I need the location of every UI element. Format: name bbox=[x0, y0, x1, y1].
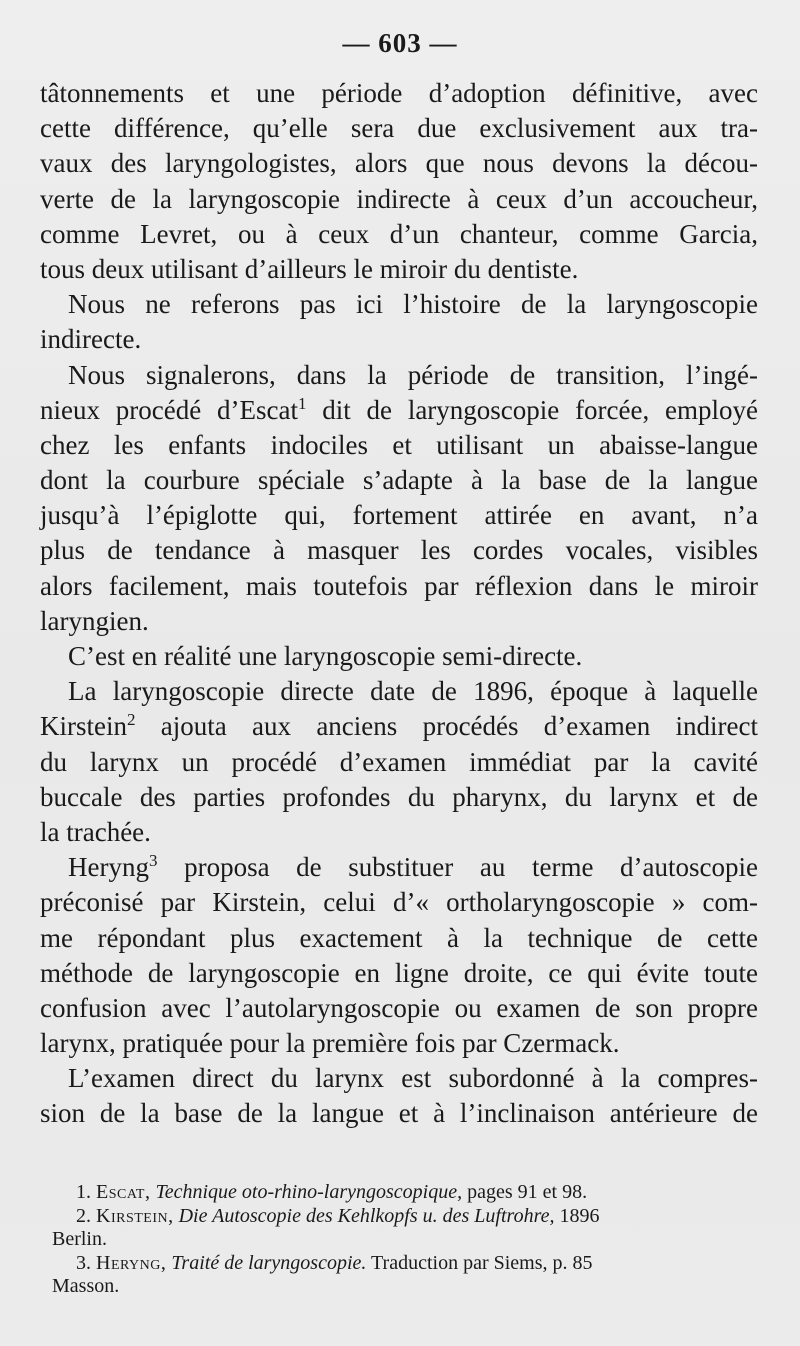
text-segment: ajouta aux anciens procédés d’examen indirect bbox=[160, 711, 759, 742]
footnote-detail: Traduction par Siems, p. 85 bbox=[371, 1251, 593, 1274]
text-line: comme Levret, ou à ceux d’un chanteur, comme Garcia, bbox=[40, 218, 758, 249]
text-line: jusqu’à l’épiglotte qui, fortement attirée en avant, n’a bbox=[40, 500, 758, 531]
footnote-detail: 1896 bbox=[559, 1204, 600, 1227]
footnote-2 bbox=[52, 1205, 756, 1229]
body-text bbox=[40, 76, 758, 1132]
footnote-author: Heryng, bbox=[96, 1251, 167, 1274]
text-segment: Kirstein bbox=[40, 711, 127, 742]
text-line: laryngien. bbox=[40, 605, 149, 636]
text-segment: Heryng bbox=[68, 852, 149, 883]
page-number: — 603 — bbox=[342, 28, 458, 58]
text-line: vaux des laryngologistes, alors que nous devons la décou- bbox=[40, 148, 758, 179]
text-line: indirecte. bbox=[40, 324, 142, 355]
text-line: cette différence, qu’elle sera due exclusivement aux tra- bbox=[40, 113, 758, 144]
text-segment: dit de laryngoscopie forcée, employé bbox=[322, 394, 759, 425]
text-line: L’examen direct du larynx est subordonné à la compres- bbox=[68, 1063, 758, 1094]
footnotes bbox=[52, 1181, 756, 1299]
footnote-3 bbox=[52, 1252, 756, 1276]
text-line: La laryngoscopie directe date de 1896, époque à laquelle bbox=[68, 676, 758, 707]
footnote-3-continuation: Masson. bbox=[52, 1275, 120, 1297]
footnote-author: Escat, bbox=[96, 1181, 151, 1203]
text-line: me répondant plus exactement à la technique de cette bbox=[40, 922, 758, 953]
footnote-2-continuation: Berlin. bbox=[52, 1228, 107, 1250]
text-line: préconisé par Kirstein, celui d’« ortholaryngoscopie » com- bbox=[40, 887, 758, 918]
footnote-number: 1. bbox=[76, 1181, 91, 1203]
text-line: la trachée. bbox=[40, 816, 151, 847]
text-line: dont la courbure spéciale s’adapte à la base de la langue bbox=[40, 465, 758, 496]
footnote-title: Technique oto-rhino-laryngoscopique, bbox=[155, 1181, 463, 1203]
footnote-1 bbox=[52, 1181, 756, 1205]
text-line: Nous ne referons pas ici l’histoire de la laryngoscopie bbox=[68, 289, 758, 320]
text-segment: proposa de substituer au terme d’autoscopie bbox=[184, 852, 758, 883]
text-line: confusion avec l’autolaryngoscopie ou examen de son propre bbox=[40, 992, 758, 1023]
text-line: Nous signalerons, dans la période de transition, l’ingé- bbox=[68, 359, 758, 390]
text-line bbox=[40, 709, 758, 744]
footnote-number: 3. bbox=[76, 1251, 91, 1274]
text-line bbox=[40, 393, 758, 428]
footnote-number: 2. bbox=[76, 1204, 91, 1227]
text-line: tâtonnements et une période d’adoption définitive, avec bbox=[40, 78, 758, 108]
text-line: du larynx un procédé d’examen immédiat par la cavité bbox=[40, 746, 758, 777]
text-line: méthode de laryngoscopie en ligne droite, ce qui évite toute bbox=[40, 957, 758, 988]
text-line: chez les enfants indociles et utilisant un abaisse-langue bbox=[40, 429, 758, 460]
text-line: verte de la laryngoscopie indirecte à ceux d’un accoucheur, bbox=[40, 183, 758, 214]
text-segment: nieux procédé d’Escat bbox=[40, 394, 298, 425]
footnote-title: Traité de laryngoscopie. bbox=[171, 1251, 367, 1274]
text-line: larynx, pratiquée pour la première fois par Czermack. bbox=[40, 1028, 620, 1059]
text-line: sion de la base de la langue et à l’inclinaison antérieure de bbox=[40, 1098, 758, 1129]
text-line: alors facilement, mais toutefois par réflexion dans le miroir bbox=[40, 570, 758, 601]
footnote-ref-heryng: 3 bbox=[148, 851, 158, 871]
text-line: C’est en réalité une laryngoscopie semi-directe. bbox=[68, 641, 583, 671]
footnote-author: Kirstein, bbox=[96, 1204, 174, 1227]
text-line: buccale des parties profondes du pharynx, du larynx et de bbox=[40, 781, 758, 812]
footnote-ref-escat: 1 bbox=[297, 393, 307, 413]
text-line bbox=[40, 850, 758, 885]
text-line: plus de tendance à masquer les cordes vocales, visibles bbox=[40, 535, 758, 566]
footnote-detail: pages 91 et 98. bbox=[467, 1181, 588, 1203]
text-line: tous deux utilisant d’ailleurs le miroir du dentiste. bbox=[40, 253, 579, 284]
footnote-ref-kirstein: 2 bbox=[127, 710, 136, 730]
footnote-title: Die Autoscopie des Kehlkopfs u. des Luftrohre, bbox=[178, 1204, 555, 1227]
